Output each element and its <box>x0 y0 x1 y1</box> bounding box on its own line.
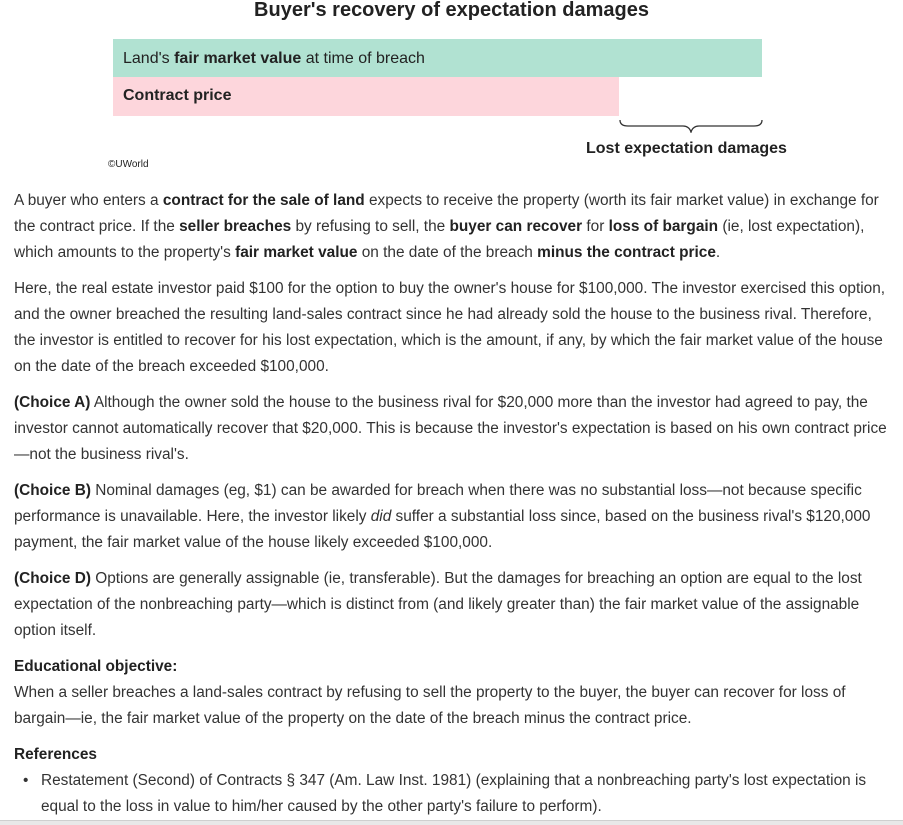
explanation-content <box>14 188 894 820</box>
figure-title: Buyer's recovery of expectation damages <box>254 0 649 21</box>
choice-b-paragraph <box>14 478 894 556</box>
choice-a-paragraph <box>14 390 894 468</box>
references-list <box>14 768 894 820</box>
choice-b-label: (Choice B) <box>14 482 91 499</box>
p1-text-2: expects to receive the property (worth its fair market value) in exchange for the contract price. If the <box>14 192 879 235</box>
educational-objective-heading: Educational objective: <box>14 658 178 675</box>
p1-bold-6: minus the contract price <box>537 244 716 261</box>
choice-d-text: Options are generally assignable (ie, transferable). But the damages for breaching an option are equal to the lost expectation of the nonbreaching party—which is distinct from (and likely greater than) the fair market value of the assignable option itself. <box>14 570 862 639</box>
bottom-divider <box>0 820 903 825</box>
bullet-icon: • <box>23 772 29 789</box>
p1-bold-5: fair market value <box>235 244 358 261</box>
copyright-label: ©UWorld <box>108 159 149 170</box>
reference-item <box>14 768 894 820</box>
p1-bold-4: loss of bargain <box>608 218 719 235</box>
p1-text-6: on the date of the breach <box>357 244 538 261</box>
choice-b-text-2: suffer a substantial loss since, based on the business rival's $120,000 payment, the fair market value of the house likely exceeded $100,000. <box>14 508 871 551</box>
p1-bold-1: contract for the sale of land <box>162 192 365 209</box>
intro-paragraph <box>14 188 894 266</box>
contract-bar-label: Contract price <box>123 87 232 104</box>
fmv-bar-bold: fair market value <box>174 50 302 67</box>
choice-b-italic: did <box>370 508 392 525</box>
choice-a-label: (Choice A) <box>14 394 91 411</box>
p1-bold-2: seller breaches <box>179 218 292 235</box>
p1-text-4: for <box>582 218 609 235</box>
lost-expectation-label: Lost expectation damages <box>586 140 787 157</box>
choice-d-label: (Choice D) <box>14 570 91 587</box>
p1-bold-3: buyer can recover <box>449 218 583 235</box>
fmv-bar-prefix: Land's <box>123 50 175 67</box>
p1-text-7: . <box>715 244 721 261</box>
reference-text: Restatement (Second) of Contracts § 347 (Am. Law Inst. 1981) (explaining that a nonbreaching party's lost expectation is equal to the loss in value to him/her caused by the other party's failure to perform). <box>41 772 867 815</box>
expectation-damages-figure <box>0 0 903 180</box>
application-paragraph: Here, the real estate investor paid $100 for the option to buy the owner's house for $100,000. The investor exercised this option, and the owner breached the resulting land-sales contract since he had already sold the house to the business rival. Therefore, the investor is entitled to recover for his lost expectation, which is the amount, if any, by which the fair market value of the house on the date of the breach exceeded $100,000. <box>14 280 886 375</box>
choice-b-text-1: Nominal damages (eg, $1) can be awarded for breach when there was no substantial loss—not because specific performance is unavailable. Here, the investor likely <box>14 482 862 525</box>
p1-text-1: A buyer who enters a <box>14 192 163 209</box>
p1-text-5: (ie, lost expectation), which amounts to the property's <box>14 218 865 261</box>
references-heading: References <box>14 746 97 763</box>
educational-objective-text: When a seller breaches a land-sales contract by refusing to sell the property to the buyer, the buyer can recover for loss of bargain—ie, the fair market value of the property on the date of the breach minus the contract price. <box>14 684 846 727</box>
choice-a-text: Although the owner sold the house to the business rival for $20,000 more than the investor had agreed to pay, the investor cannot automatically recover that $20,000. This is because the investor's expectation is based on his own contract price—not the business rival's. <box>14 394 887 463</box>
fmv-bar-suffix: at time of breach <box>301 50 425 67</box>
choice-d-paragraph <box>14 566 894 644</box>
curly-brace-icon <box>619 119 763 133</box>
p1-text-3: by refusing to sell, the <box>291 218 450 235</box>
fair-market-value-bar <box>113 39 762 77</box>
contract-price-bar <box>113 77 619 116</box>
